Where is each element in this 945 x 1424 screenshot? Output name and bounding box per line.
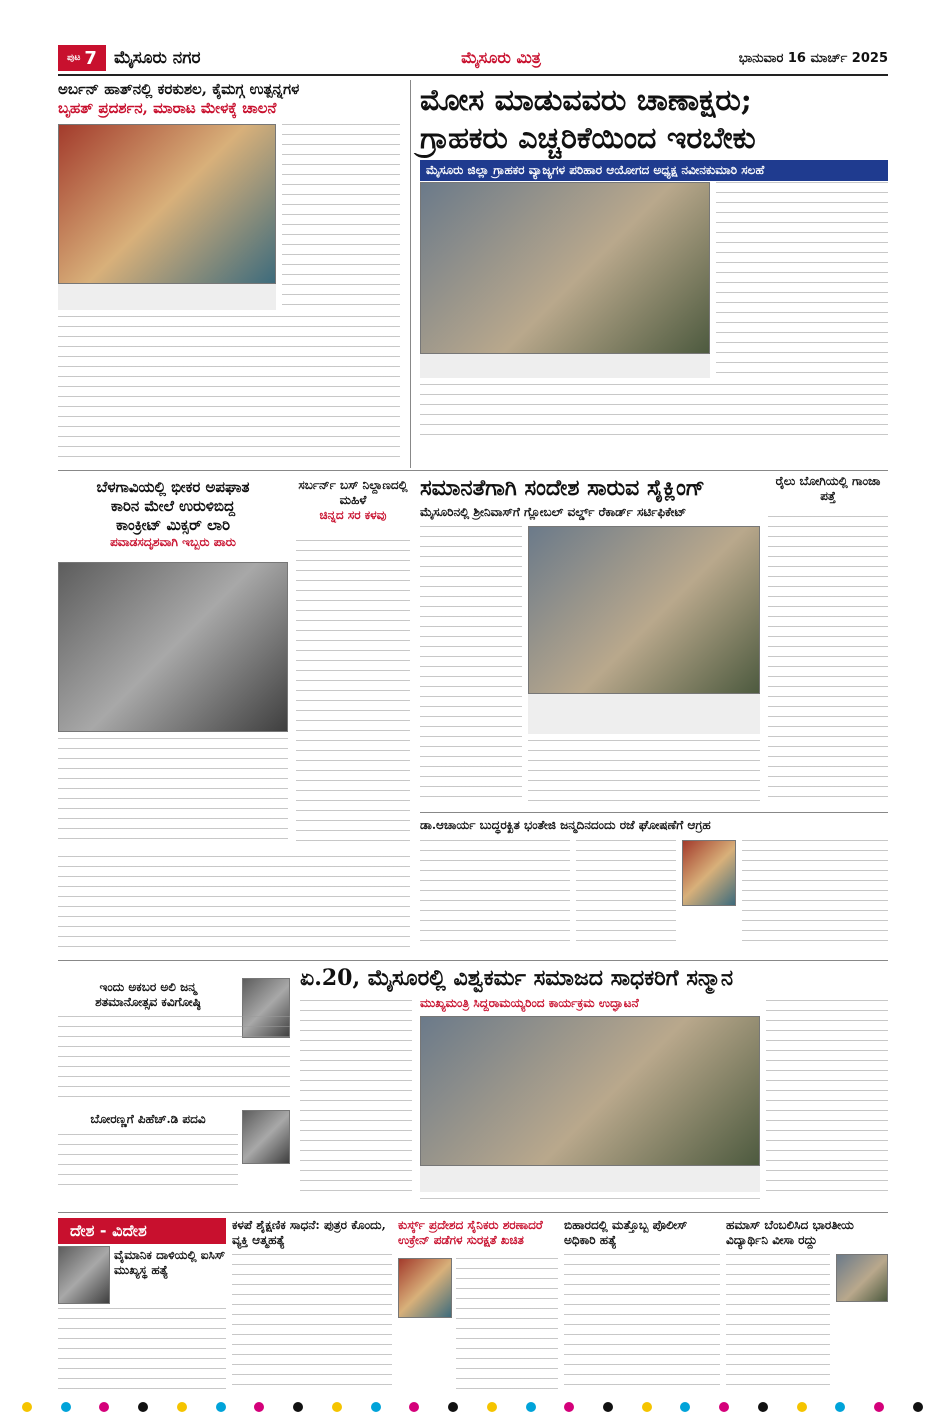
story-body [296, 540, 410, 848]
headline: ರೈಲು ಬೋಗಿಯಲ್ಲಿ ಗಾಂಜಾ ಪತ್ತೆ [775, 474, 881, 503]
registration-dot [22, 1402, 32, 1412]
vishwakarma-strap: ಮುಖ್ಯಮಂತ್ರಿ ಸಿದ್ದರಾಮಯ್ಯರಿಂದ ಕಾರ್ಯಕ್ರಮ ಉದ್ಘಾಟನೆ [420, 996, 639, 1010]
registration-dot [797, 1402, 807, 1412]
headline-line-3: ಕಾಂಕ್ರೀಟ್ ಮಿಕ್ಸರ್ ಲಾರಿ [115, 516, 231, 534]
registration-dot [254, 1402, 264, 1412]
registration-dot [835, 1402, 845, 1412]
headline-line-2: ಚಿನ್ನದ ಸರ ಕಳವು [319, 508, 387, 522]
story-urban-haat [58, 80, 400, 118]
story-body [528, 740, 760, 806]
story-body [726, 1254, 830, 1394]
story-akbar-ali [58, 980, 238, 1010]
photo-caption [420, 1166, 760, 1192]
lead-story [420, 82, 888, 158]
phd-headline: ಬೋರಣ್ಣಗೆ ಪಿಹೆಚ್.ಡಿ ಪದವಿ [90, 1112, 206, 1126]
row-divider [58, 1212, 888, 1213]
section-city: ಮೈಸೂರು ನಗರ [114, 48, 201, 68]
cycling-headline: ಸಮಾನತೆಗಾಗಿ ಸಂದೇಶ ಸಾರುವ ಸೈಕ್ಲಿಂಗ್ [420, 475, 705, 501]
registration-dot [564, 1402, 574, 1412]
masthead [58, 44, 888, 72]
photo-portrait [836, 1254, 888, 1302]
photo-cycling [528, 526, 760, 694]
registration-dot [642, 1402, 652, 1412]
story-body [420, 1198, 760, 1208]
story-body [420, 526, 522, 806]
story-body [716, 182, 888, 378]
page-number: 7 [84, 47, 97, 69]
registration-dot [216, 1402, 226, 1412]
photo-portrait [242, 1110, 290, 1164]
registration-dot [603, 1402, 613, 1412]
headline: ಅರ್ಬನ್ ಹಾತ್‌ನಲ್ಲಿ ಕರಕುಶಲ, ಕೈಮಗ್ಗ ಉತ್ಪನ್ನಗಳ [58, 80, 300, 98]
story-bus-theft [296, 478, 410, 523]
world-headline-5: ಹಮಾಸ್ ಬೆಂಬಲಿಸಿದ ಭಾರತೀಯ ವಿದ್ಯಾರ್ಥಿನಿ ವೀಸಾ ರದ್ದು [726, 1218, 854, 1247]
headline-line-2: ಕಾರಿನ ಮೇಲೆ ಉರುಳಿಬಿದ್ದ [110, 497, 236, 515]
issue-date: ಭಾನುವಾರ 16 ಮಾರ್ಚ್ 2025 [738, 50, 888, 66]
story-body [420, 840, 570, 950]
photo-caption [528, 694, 760, 734]
lead-headline: ಮೋಸ ಮಾಡುವವರು ಚಾಣಾಕ್ಷರು; [420, 83, 752, 118]
photo-caption [58, 284, 276, 310]
photo-portrait [398, 1258, 452, 1318]
story-body [766, 1000, 888, 1200]
world-headline-3: ಕುರ್ಸ್ಕ್ ಪ್ರದೇಶದ ಸೈನಿಕರು ಶರಣಾದರೆ ಉಕ್ರೇನ್ ಪಡೆಗಳ ಸುರಕ್ಷತೆ ಖಚಿತ [398, 1218, 543, 1247]
photo-consumer-forum [420, 182, 710, 354]
story-body [768, 516, 888, 806]
story-body [564, 1254, 720, 1394]
registration-dot [371, 1402, 381, 1412]
headline-line-2: ಬೃಹತ್ ಪ್ರದರ್ಶನ, ಮಾರಾಟ ಮೇಳಕ್ಕೆ ಚಾಲನೆ [58, 99, 277, 117]
story-body [58, 856, 410, 956]
registration-dot [874, 1402, 884, 1412]
world-headline-4: ಬಿಹಾರದಲ್ಲಿ ಮತ್ತೊಬ್ಬ ಪೊಲೀಸ್ ಅಧಿಕಾರಿ ಹತ್ಯೆ [564, 1218, 688, 1247]
registration-marks [0, 1402, 945, 1416]
photo-accident [58, 562, 288, 732]
strap: ಪವಾಡಸದೃಶವಾಗಿ ಇಬ್ಬರು ಪಾರು [110, 535, 236, 549]
section-world-label: ದೇಶ - ವಿದೇಶ [58, 1218, 226, 1244]
column-divider [410, 80, 411, 468]
registration-dot [448, 1402, 458, 1412]
world-headline-2: ಕಳಪೆ ಶೈಕ್ಷಣಿಕ ಸಾಧನೆ: ಪುತ್ರರ ಕೊಂದು, ವ್ಯಕ್ತಿ ಆತ್ಮಹತ್ಯೆ [232, 1218, 386, 1247]
story-body [58, 1016, 290, 1104]
vishwakarma-headline: ಏ.20, ಮೈಸೂರಲ್ಲಿ ವಿಶ್ವಕರ್ಮ ಸಮಾಜದ ಸಾಧಕರಿಗೆ ಸನ್ಮಾನ [300, 965, 734, 991]
registration-dot [526, 1402, 536, 1412]
page-label: ಪುಟ [67, 53, 81, 63]
lead-headline-line-2: ಗ್ರಾಹಕರು ಎಚ್ಚರಿಕೆಯಿಂದ ಇರಬೇಕು [420, 121, 756, 156]
photo-press-meet [420, 1016, 760, 1166]
row-divider [58, 960, 888, 961]
world-headline-1: ವೈಮಾನಿಕ ದಾಳಿಯಲ್ಲಿ ಐಸಿಸ್ ಮುಖ್ಯಸ್ಥ ಹತ್ಯೆ [114, 1248, 226, 1277]
cycling-strap: ಮೈಸೂರಿನಲ್ಲಿ ಶ್ರೀನಿವಾಸ್‌ಗೆ ಗ್ಲೋಬಲ್ ವರ್ಲ್ಡ್ ರೆಕಾರ್ಡ್ ಸರ್ಟಿಫಿಕೇಟ್ [420, 505, 687, 519]
buddha-headline: ಡಾ.ಆಚಾರ್ಯ ಬುದ್ಧರಕ್ಖಿತ ಭಂತೇಜಿ ಜನ್ಮದಿನದಂದು ರಜೆ ಘೋಷಣೆಗೆ ಆಗ್ರಹ [420, 818, 711, 832]
registration-dot [487, 1402, 497, 1412]
headline: ಸರ್ಬರ್ನ್ ಬಸ್ ನಿಲ್ದಾಣದಲ್ಲಿ ಮಹಿಳೆ [298, 478, 408, 507]
registration-dot [409, 1402, 419, 1412]
registration-dot [99, 1402, 109, 1412]
registration-dot [138, 1402, 148, 1412]
headline: ಇಂದು ಅಕಬರ ಅಲಿ ಜನ್ಮ [99, 980, 197, 994]
registration-dot [758, 1402, 768, 1412]
registration-dot [332, 1402, 342, 1412]
story-body [58, 316, 400, 466]
paper-name: ಮೈಸೂರು ಮಿತ್ರ [461, 48, 541, 67]
headline-line-2: ಶತಮಾನೋತ್ಸವ ಕವಿಗೋಷ್ಠಿ [95, 995, 201, 1009]
lead-strap: ಮೈಸೂರು ಜಿಲ್ಲಾ ಗ್ರಾಹಕರ ವ್ಯಾಜ್ಯಗಳ ಪರಿಹಾರ ಆಯೋಗದ ಅಧ್ಯಕ್ಷ ನವೀನಕುಮಾರಿ ಸಲಹೆ [420, 160, 888, 181]
story-body [58, 738, 288, 848]
photo-urban-haat [58, 124, 276, 284]
story-body [576, 840, 676, 950]
story-ganja [768, 474, 888, 504]
registration-dot [719, 1402, 729, 1412]
story-body [456, 1258, 558, 1394]
photo-portrait [58, 1246, 110, 1304]
story-body [300, 1000, 412, 1200]
registration-dot [913, 1402, 923, 1412]
headline: ಬೆಳಗಾವಿಯಲ್ಲಿ ಭೀಕರ ಅಪಘಾತ [96, 478, 250, 496]
photo-portrait [682, 840, 736, 906]
photo-caption [420, 354, 710, 378]
row-divider [420, 812, 888, 813]
story-body [742, 840, 888, 950]
registration-dot [293, 1402, 303, 1412]
story-body [282, 124, 400, 310]
story-body [58, 1308, 226, 1394]
masthead-rule [58, 74, 888, 76]
page-number-badge [58, 45, 106, 71]
registration-dot [680, 1402, 690, 1412]
registration-dot [177, 1402, 187, 1412]
story-body [58, 1134, 238, 1190]
story-body [232, 1254, 392, 1394]
story-accident [58, 478, 288, 550]
registration-dot [61, 1402, 71, 1412]
story-body [420, 384, 888, 444]
row-divider [58, 470, 888, 471]
